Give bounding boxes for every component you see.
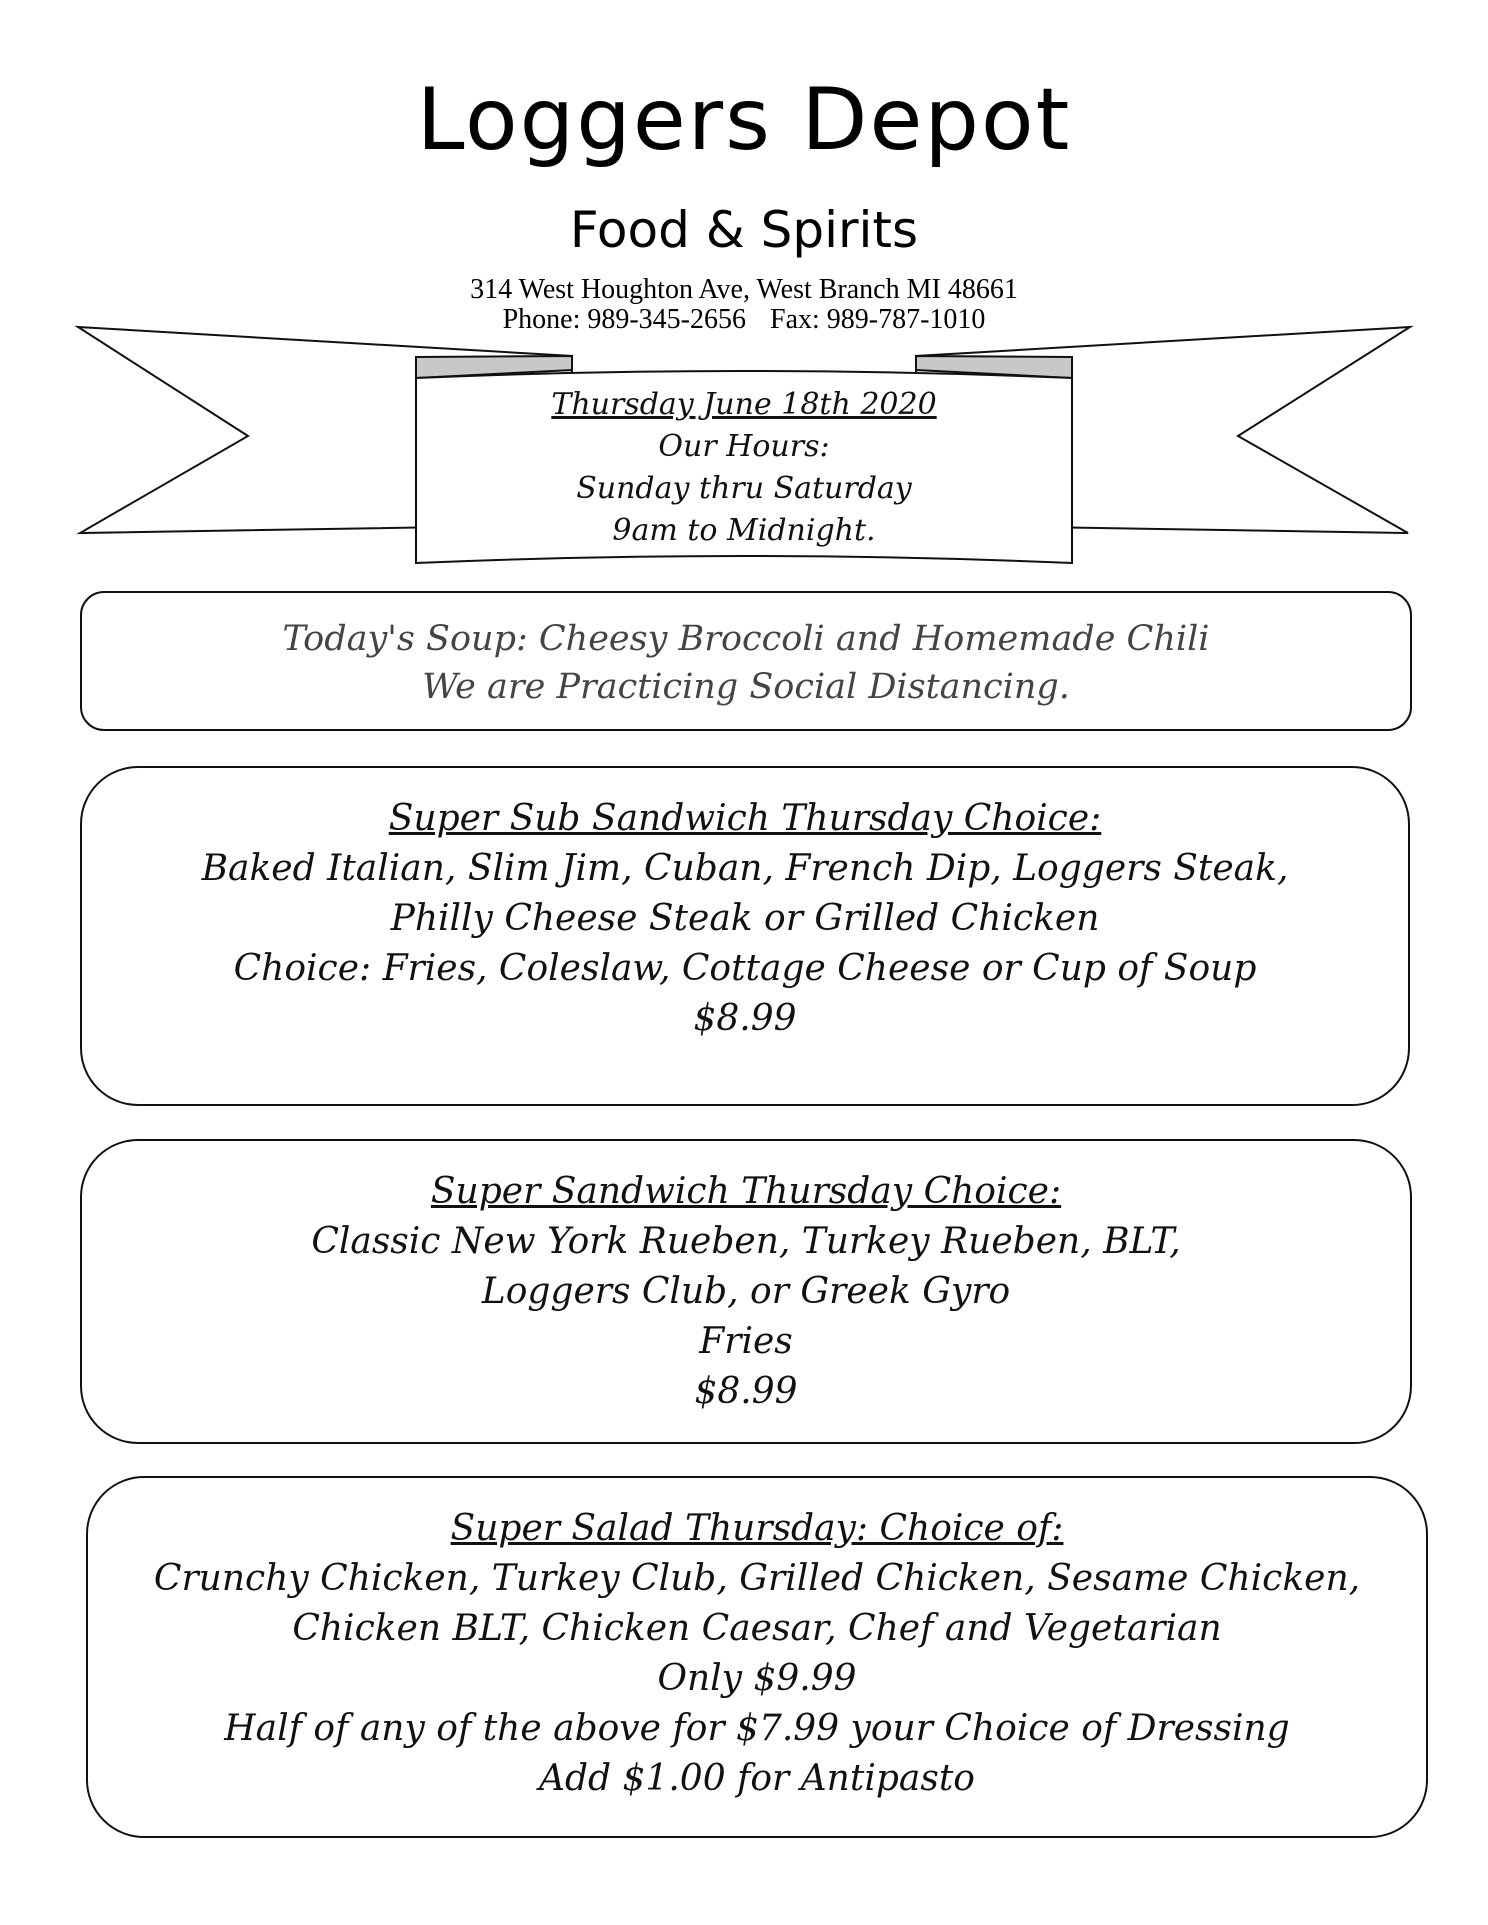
special-sandwich <box>80 1139 1412 1444</box>
special-line: Philly Cheese Steak or Grilled Chicken <box>390 898 1100 939</box>
hours-time: 9am to Midnight. <box>612 513 876 548</box>
special-price: $8.99 <box>694 1371 798 1412</box>
soup-of-the-day: Today's Soup: Cheesy Broccoli and Homemade Chili <box>282 619 1210 659</box>
special-heading: Super Sandwich Thursday Choice: <box>430 1171 1062 1212</box>
special-line: Classic New York Rueben, Turkey Rueben, BLT, <box>311 1221 1181 1262</box>
restaurant-subtitle: Food & Spirits <box>569 201 919 259</box>
special-heading: Super Salad Thursday: Choice of: <box>450 1508 1064 1549</box>
banner-date: Thursday June 18th 2020 <box>551 387 937 422</box>
special-line: Loggers Club, or Greek Gyro <box>481 1271 1011 1312</box>
special-sub-sandwich <box>80 766 1410 1106</box>
special-line: Choice: Fries, Coleslaw, Cottage Cheese or Cup of Soup <box>233 948 1257 989</box>
special-salad <box>86 1476 1428 1838</box>
special-line: Fries <box>699 1321 793 1362</box>
special-price: Only $9.99 <box>657 1658 857 1699</box>
restaurant-title: Loggers Depot <box>416 70 1072 170</box>
phone-number: Phone: 989-345-2656 <box>502 304 746 335</box>
special-heading: Super Sub Sandwich Thursday Choice: <box>388 798 1102 839</box>
restaurant-address: 314 West Houghton Ave, West Branch MI 48661 <box>470 274 1018 305</box>
special-line: Baked Italian, Slim Jim, Cuban, French Dip, Loggers Steak, <box>201 848 1289 889</box>
special-line: Half of any of the above for $7.99 your Choice of Dressing <box>224 1708 1290 1749</box>
special-line: Crunchy Chicken, Turkey Club, Grilled Chicken, Sesame Chicken, <box>153 1558 1361 1599</box>
social-distancing-notice: We are Practicing Social Distancing. <box>422 667 1070 707</box>
soup-notice-box <box>80 591 1412 731</box>
special-line: Chicken BLT, Chicken Caesar, Chef and Vegetarian <box>292 1608 1222 1649</box>
hours-days: Sunday thru Saturday <box>576 471 912 506</box>
fax-number: Fax: 989-787-1010 <box>770 304 986 335</box>
special-price: $8.99 <box>693 998 797 1039</box>
hours-label: Our Hours: <box>658 429 830 464</box>
special-line: Add $1.00 for Antipasto <box>539 1758 975 1799</box>
hours-banner <box>416 384 1072 552</box>
